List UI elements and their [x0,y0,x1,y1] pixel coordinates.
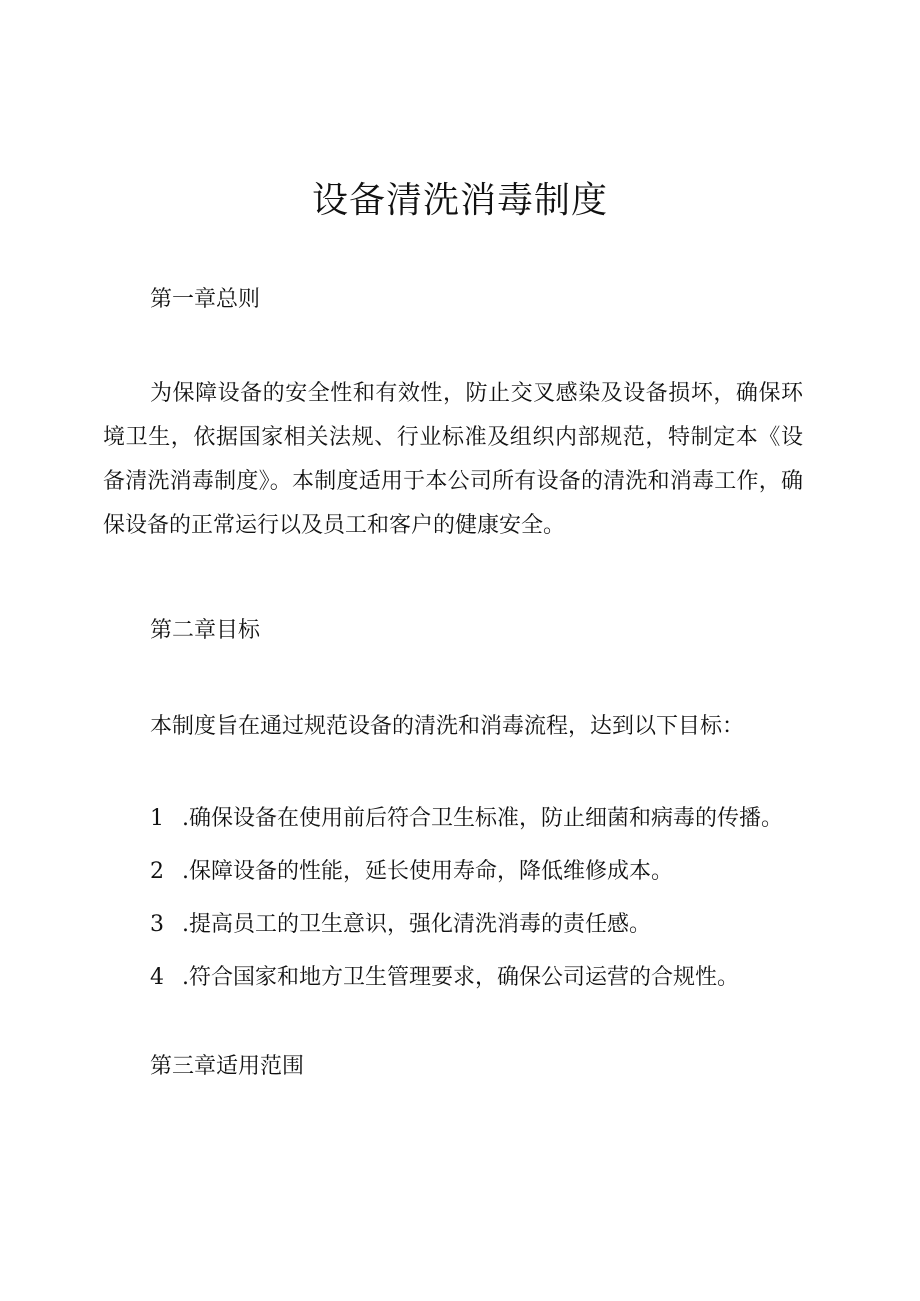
goal-item-2 [150,856,783,888]
goal-item-4 [150,962,783,994]
chapter-1-heading: 第一章总则 [150,287,261,312]
goal-text: .提高员工的卫生意识，强化清洗消毒的责任感。 [182,912,651,937]
chapter-2-heading: 第二章目标 [150,618,261,643]
goal-list [150,803,783,1015]
goal-item-1 [150,803,783,835]
goal-number: 4 [150,965,164,990]
goal-number: 3 [150,912,164,937]
goal-text: .符合国家和地方卫生管理要求，确保公司运营的合规性。 [182,965,739,990]
goal-number: 2 [150,859,164,884]
goal-text: .确保设备在使用前后符合卫生标准，防止细菌和病毒的传播。 [182,806,783,831]
goal-number: 1 [150,806,164,831]
document-title: 设备清洗消毒制度 [311,180,608,221]
chapter-1-paragraph: 为保障设备的安全性和有效性，防止交叉感染及设备损坏，确保环境卫生，依据国家相关法规、行业标准及组织内部规范，特制定本《设备清洗消毒制度》。本制度适用于本公司所有设备的清洗和消毒工作，确保设备的正常运行以及员工和客户的健康安全。 [103,381,803,538]
goal-text: .保障设备的性能，延长使用寿命，降低维修成本。 [182,859,673,884]
goal-item-3 [150,909,783,941]
chapter-3-heading: 第三章适用范围 [150,1054,305,1079]
chapter-2-intro: 本制度旨在通过规范设备的清洗和消毒流程，达到以下目标： [150,714,745,739]
